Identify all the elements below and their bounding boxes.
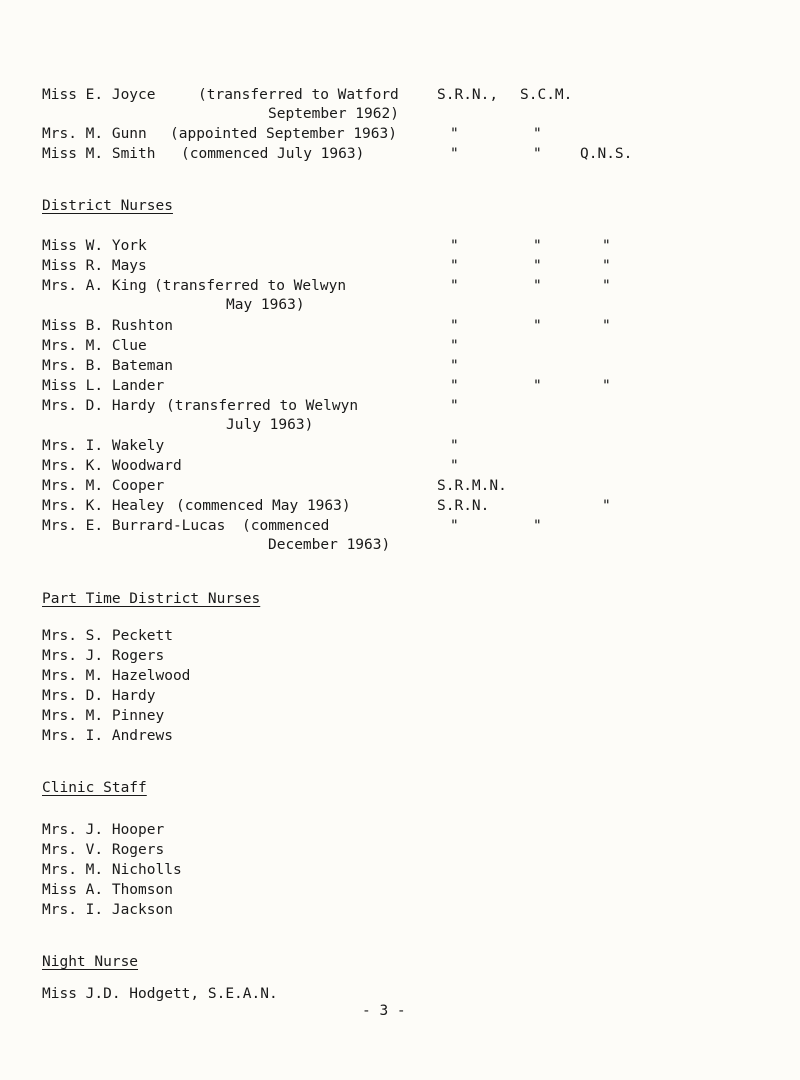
ditto-mark: "	[602, 378, 611, 394]
list-item: Mrs. M. Clue	[42, 338, 147, 354]
section-heading-clinic-staff: Clinic Staff	[42, 780, 147, 796]
ditto-mark: "	[450, 338, 459, 354]
ditto-mark: "	[533, 518, 542, 534]
entry-note: (commenced	[242, 518, 330, 534]
list-item: Mrs. M. Hazelwood	[42, 668, 191, 684]
section-heading-district-nurses: District Nurses	[42, 198, 173, 214]
ditto-mark: "	[533, 126, 542, 142]
ditto-mark: "	[450, 358, 459, 374]
entry-name: Mrs. M. Gunn	[42, 126, 147, 142]
list-item: Miss R. Mays	[42, 258, 147, 274]
qualification-1: S.R.M.N.	[437, 478, 507, 494]
list-item: Miss A. Thomson	[42, 882, 173, 898]
list-item: Mrs. M. Cooper	[42, 478, 165, 494]
ditto-mark: "	[533, 258, 542, 274]
list-item: Mrs. J. Rogers	[42, 648, 165, 664]
ditto-mark: "	[602, 498, 611, 514]
ditto-mark: "	[450, 258, 459, 274]
list-item: Mrs. D. Hardy	[42, 688, 156, 704]
ditto-mark: "	[450, 238, 459, 254]
entry-note-continued: July 1963)	[226, 417, 314, 433]
list-item: Mrs. A. King	[42, 278, 147, 294]
list-item: Mrs. S. Peckett	[42, 628, 173, 644]
list-item: Mrs. I. Andrews	[42, 728, 173, 744]
night-nurse-entry: Miss J.D. Hodgett, S.E.A.N.	[42, 986, 278, 1002]
entry-note: (transferred to Welwyn	[154, 278, 347, 294]
list-item: Mrs. B. Bateman	[42, 358, 173, 374]
list-item: Mrs. V. Rogers	[42, 842, 165, 858]
list-item: Mrs. M. Nicholls	[42, 862, 182, 878]
entry-note: (commenced May 1963)	[176, 498, 351, 514]
entry-note: (transferred to Watford	[198, 87, 399, 103]
list-item: Mrs. K. Woodward	[42, 458, 182, 474]
qualification-2: S.C.M.	[520, 87, 573, 103]
list-item: Mrs. E. Burrard-Lucas	[42, 518, 226, 534]
ditto-mark: "	[533, 278, 542, 294]
entry-note: (transferred to Welwyn	[166, 398, 359, 414]
ditto-mark: "	[450, 318, 459, 334]
qualification-1: S.R.N.	[437, 498, 490, 514]
ditto-mark: "	[450, 126, 459, 142]
ditto-mark: "	[450, 438, 459, 454]
ditto-mark: "	[533, 318, 542, 334]
list-item: Miss W. York	[42, 238, 147, 254]
list-item: Miss B. Rushton	[42, 318, 173, 334]
entry-note: (appointed September 1963)	[170, 126, 397, 142]
list-item: Mrs. J. Hooper	[42, 822, 165, 838]
list-item: Mrs. M. Pinney	[42, 708, 165, 724]
entry-note: (commenced July 1963)	[181, 146, 365, 162]
ditto-mark: "	[450, 146, 459, 162]
ditto-mark: "	[602, 238, 611, 254]
list-item: Mrs. I. Jackson	[42, 902, 173, 918]
qualification-1: S.R.N.,	[437, 87, 499, 103]
section-heading-night-nurse: Night Nurse	[42, 954, 139, 970]
list-item: Mrs. I. Wakely	[42, 438, 165, 454]
ditto-mark: "	[450, 398, 459, 414]
qualification-3: Q.N.S.	[580, 146, 633, 162]
ditto-mark: "	[450, 278, 459, 294]
page-number: - 3 -	[362, 1003, 406, 1019]
ditto-mark: "	[533, 146, 542, 162]
ditto-mark: "	[602, 318, 611, 334]
list-item: Miss L. Lander	[42, 378, 165, 394]
entry-name: Miss M. Smith	[42, 146, 156, 162]
entry-note-continued: May 1963)	[226, 297, 305, 313]
ditto-mark: "	[602, 258, 611, 274]
entry-note-continued: September 1962)	[268, 106, 399, 122]
ditto-mark: "	[533, 238, 542, 254]
ditto-mark: "	[533, 378, 542, 394]
section-heading-part-time: Part Time District Nurses	[42, 591, 261, 607]
ditto-mark: "	[450, 458, 459, 474]
entry-note-continued: December 1963)	[268, 537, 391, 553]
ditto-mark: "	[450, 378, 459, 394]
entry-name: Miss E. Joyce	[42, 87, 156, 103]
list-item: Mrs. K. Healey	[42, 498, 165, 514]
ditto-mark: "	[450, 518, 459, 534]
ditto-mark: "	[602, 278, 611, 294]
list-item: Mrs. D. Hardy	[42, 398, 156, 414]
